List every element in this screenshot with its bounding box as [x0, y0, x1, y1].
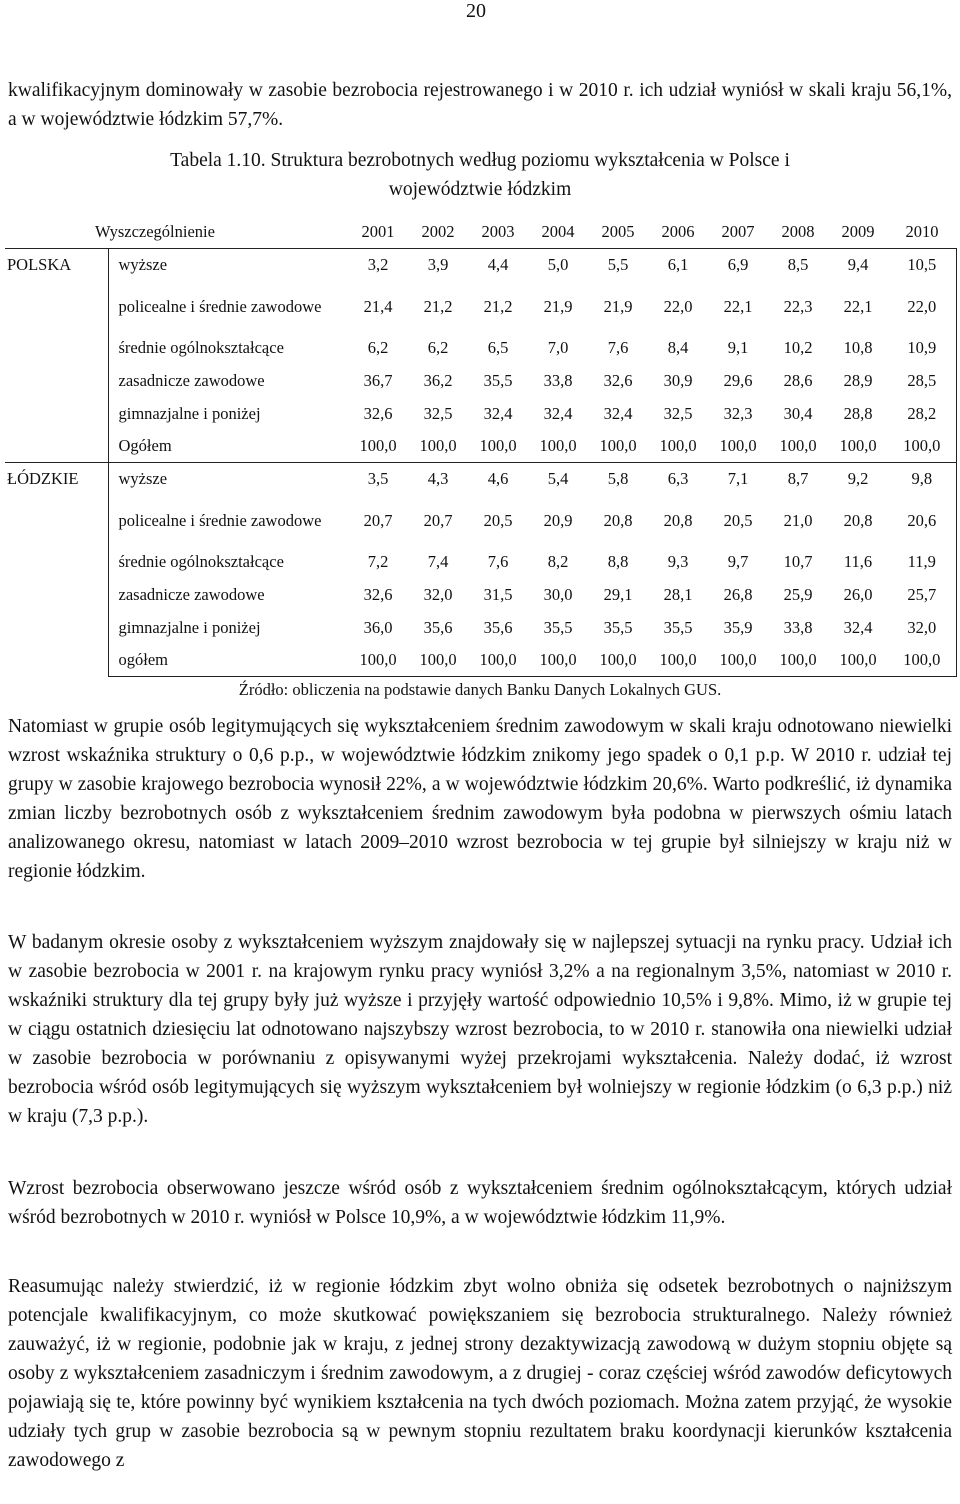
value-cell: 100,0: [468, 644, 528, 677]
value-cell: 36,2: [423, 371, 453, 391]
value-cell: 20,7: [423, 510, 453, 530]
table-row: [5, 430, 956, 463]
value-cell: 4,6: [468, 463, 528, 496]
value-cell: 9,2: [828, 463, 888, 496]
value-cell: 5,5: [588, 249, 648, 282]
value-cell: 11,9: [888, 546, 956, 579]
value-cell: 100,0: [888, 430, 956, 463]
value-cell: 35,9: [723, 617, 753, 637]
value-cell: 35,5: [603, 617, 633, 637]
value-cell: 32,0: [888, 611, 956, 644]
value-cell: 100,0: [828, 644, 888, 677]
value-cell: 21,9: [543, 296, 573, 316]
value-cell: 4,3: [408, 463, 468, 496]
value-cell: 100,0: [348, 644, 408, 677]
value-cell: 10,7: [783, 552, 813, 572]
value-cell: 9,3: [667, 552, 689, 572]
value-cell: 35,5: [663, 617, 693, 637]
value-cell: 10,9: [888, 332, 956, 365]
value-cell: 21,4: [363, 296, 393, 316]
value-cell: 20,9: [543, 510, 573, 530]
value-cell: 33,8: [783, 617, 813, 637]
value-cell: 20,8: [843, 510, 873, 530]
value-cell: 21,2: [423, 296, 453, 316]
value-cell: 10,5: [888, 249, 956, 282]
value-cell: 32,5: [423, 403, 453, 423]
value-cell: 8,2: [547, 552, 569, 572]
source-note: Źródło: obliczenia na podstawie danych Banku Danych Lokalnych GUS.: [238, 680, 722, 699]
value-cell: 7,4: [427, 552, 449, 572]
value-cell: 7,1: [708, 463, 768, 496]
value-cell: 6,2: [367, 338, 389, 358]
value-cell: 28,2: [888, 397, 956, 430]
year-header: 2004: [541, 222, 575, 242]
value-cell: 32,4: [843, 617, 873, 637]
value-cell: 3,2: [348, 249, 408, 282]
value-cell: 7,2: [367, 552, 389, 572]
value-cell: 9,8: [888, 463, 956, 496]
value-cell: 100,0: [648, 644, 708, 677]
value-cell: 29,1: [603, 585, 633, 605]
value-cell: 30,9: [663, 371, 693, 391]
table-row: [5, 611, 956, 644]
row-label: średnie ogólnokształcące: [108, 546, 348, 579]
year-header: 2003: [481, 222, 515, 242]
row-label: policealne i średnie zawodowe: [108, 495, 348, 546]
value-cell: 28,9: [843, 371, 873, 391]
value-cell: 100,0: [779, 436, 817, 456]
region-label: POLSKA: [5, 249, 108, 463]
value-cell: 32,4: [483, 403, 513, 423]
value-cell: 32,4: [603, 403, 633, 423]
value-cell: 8,5: [768, 249, 828, 282]
value-cell: 8,8: [607, 552, 629, 572]
value-cell: 35,5: [483, 371, 513, 391]
value-cell: 100,0: [708, 644, 768, 677]
value-cell: 100,0: [479, 436, 517, 456]
table-row: [5, 546, 956, 579]
value-cell: 28,1: [663, 585, 693, 605]
value-cell: 100,0: [839, 436, 877, 456]
value-cell: 28,5: [888, 365, 956, 398]
value-cell: 6,3: [648, 463, 708, 496]
value-cell: 9,7: [727, 552, 749, 572]
value-cell: 35,6: [483, 617, 513, 637]
value-cell: 3,5: [348, 463, 408, 496]
value-cell: 35,5: [543, 617, 573, 637]
header-label: Wyszczególnienie: [95, 222, 215, 242]
body-paragraph: Natomiast w grupie osób legitymujących się wykształceniem średnim zawodowym w skali kraju odnotowano niewielki wzrost wskaźnika struktury o 0,6 p.p., w województwie łódzkim znikomy jego spadek o 0,1 p.p. W 2010 r. udział tej grupy w zasobie krajowego bezrobocia wynosił 22%, a w województwie łódzkim 20,6%. Warto podkreślić, iż dynamika zmian liczby bezrobotnych osób z wykształceniem średnim zawodowym była podobna w pierwszych ośmiu latach analizowanego okresu, natomiast w latach 2009–2010 wzrost bezrobocia w tej grupie był silniejszy w kraju niż w regionie łódzkim.: [8, 716, 952, 882]
value-cell: 6,9: [708, 249, 768, 282]
value-cell: 20,7: [363, 510, 393, 530]
value-cell: 32,5: [663, 403, 693, 423]
table-row: [5, 644, 956, 677]
value-cell: 100,0: [719, 436, 757, 456]
table-row: [5, 249, 956, 282]
body-paragraph: Wzrost bezrobocia obserwowano jeszcze wśród osób z wykształceniem średnim ogólnokształcącym, których udział wśród bezrobotnych w 2010 r. wyniósł w Polsce 10,9%, a w województwie łódzkim 11,9%.: [8, 1178, 952, 1228]
value-cell: 21,0: [783, 510, 813, 530]
region-label: ŁÓDZKIE: [5, 463, 108, 677]
table-row: [5, 365, 956, 398]
value-cell: 20,6: [888, 495, 956, 546]
row-label: ogółem: [108, 644, 348, 677]
value-cell: 100,0: [528, 644, 588, 677]
value-cell: 9,1: [727, 338, 749, 358]
value-cell: 100,0: [768, 644, 828, 677]
table-row: [5, 332, 956, 365]
row-label: zasadnicze zawodowe: [108, 579, 348, 612]
value-cell: 29,6: [723, 371, 753, 391]
intro-paragraph: kwalifikacyjnym dominowały w zasobie bezrobocia rejestrowanego i w 2010 r. ich udział wyniósł w skali kraju 56,1%, a w województwie łódzkim 57,7%.: [8, 80, 952, 130]
table-row: [5, 281, 956, 332]
year-header: 2001: [361, 222, 395, 242]
value-cell: 100,0: [359, 436, 397, 456]
body-paragraph: W badanym okresie osoby z wykształceniem wyższym znajdowały się w najlepszej sytuacji na rynku pracy. Udział ich w zasobie bezrobocia w 2001 r. na krajowym rynku pracy wyniósł 3,2% a na regionalnym 3,5%, natomiast w 2010 r. wskaźniki struktury dla tej grupy były już wyższe i przyjęły wartość odpowiednio 10,5% i 9,8%. Mimo, iż w grupie tej w ciągu ostatnich dziesięciu lat odnotowano najszybszy wzrost bezrobocia, to w 2010 r. stanowiła ona niewielki udział w zasobie bezrobocia w porównaniu z opisywanymi wyżej przekrojami wykształcenia. Należy dodać, iż wzrost bezrobocia wśród osób legitymujących się wyższym wykształceniem był wolniejszy w regionie łódzkim (o 6,3 p.p.) niż w kraju (7,3 p.p.).: [8, 932, 952, 1127]
value-cell: 20,8: [663, 510, 693, 530]
row-label: wyższe: [108, 249, 348, 282]
table-row: [5, 495, 956, 546]
value-cell: 31,5: [483, 585, 513, 605]
body-paragraph: Reasumując należy stwierdzić, iż w regionie łódzkim zbyt wolno obniża się odsetek bezrobotnych o najniższym potencjale kwalifikacyjnym, co może skutkować powiększaniem się bezrobocia strukturalnego. Należy również zauważyć, iż w regionie, podobnie jak w kraju, z jednej strony dezaktywizacją zawodową w dużym stopniu objęte są osoby z wykształceniem zasadniczym i średnim zawodowym, a z drugiej - coraz częściej wśród zawodów deficytowych pojawiają się te, które powinny być wynikiem kształcenia na tych dwóch poziomach. Można zatem przyjąć, że wysokie udziały tych grup w zasobie bezrobocia są w pewnym stopniu rezultatem braku koordynacji kierunków kształcenia zawodowego z: [8, 1276, 952, 1471]
value-cell: 33,8: [543, 371, 573, 391]
value-cell: 26,8: [723, 585, 753, 605]
value-cell: 7,0: [547, 338, 569, 358]
value-cell: 10,8: [843, 338, 873, 358]
value-cell: 4,4: [468, 249, 528, 282]
value-cell: 10,2: [783, 338, 813, 358]
value-cell: 36,7: [363, 371, 393, 391]
value-cell: 32,0: [423, 585, 453, 605]
value-cell: 28,6: [783, 371, 813, 391]
value-cell: 100,0: [419, 436, 457, 456]
value-cell: 100,0: [599, 436, 637, 456]
value-cell: 7,6: [607, 338, 629, 358]
value-cell: 6,5: [487, 338, 509, 358]
value-cell: 32,6: [363, 585, 393, 605]
value-cell: 22,0: [888, 281, 956, 332]
year-header: 2005: [601, 222, 635, 242]
value-cell: 22,3: [783, 296, 813, 316]
year-header: 2002: [421, 222, 455, 242]
row-label: gimnazjalne i poniżej: [108, 397, 348, 430]
value-cell: 7,6: [487, 552, 509, 572]
value-cell: 30,4: [783, 403, 813, 423]
year-header: 2010: [905, 222, 939, 242]
value-cell: 100,0: [539, 436, 577, 456]
value-cell: 35,6: [423, 617, 453, 637]
value-cell: 32,3: [723, 403, 753, 423]
row-label: zasadnicze zawodowe: [108, 365, 348, 398]
value-cell: 22,0: [663, 296, 693, 316]
row-label: Ogółem: [108, 430, 348, 463]
year-header: 2008: [781, 222, 815, 242]
year-header: 2006: [661, 222, 695, 242]
value-cell: 20,5: [483, 510, 513, 530]
page-number: 20: [466, 0, 486, 22]
row-label: wyższe: [108, 463, 348, 496]
value-cell: 6,2: [427, 338, 449, 358]
education-structure-table: [5, 216, 957, 677]
value-cell: 8,4: [667, 338, 689, 358]
value-cell: 5,4: [528, 463, 588, 496]
value-cell: 100,0: [588, 644, 648, 677]
value-cell: 6,1: [648, 249, 708, 282]
value-cell: 21,9: [603, 296, 633, 316]
value-cell: 5,8: [588, 463, 648, 496]
table-header-row: [5, 216, 956, 249]
value-cell: 22,1: [843, 296, 873, 316]
value-cell: 100,0: [659, 436, 697, 456]
value-cell: 9,4: [828, 249, 888, 282]
table-row: [5, 579, 956, 612]
row-label: gimnazjalne i poniżej: [108, 611, 348, 644]
value-cell: 32,6: [363, 403, 393, 423]
value-cell: 5,0: [528, 249, 588, 282]
value-cell: 25,7: [888, 579, 956, 612]
table-row: [5, 463, 956, 496]
value-cell: 32,4: [543, 403, 573, 423]
value-cell: 8,7: [768, 463, 828, 496]
value-cell: 26,0: [843, 585, 873, 605]
table-row: [5, 397, 956, 430]
row-label: średnie ogólnokształcące: [108, 332, 348, 365]
value-cell: 3,9: [408, 249, 468, 282]
value-cell: 28,8: [843, 403, 873, 423]
value-cell: 20,8: [603, 510, 633, 530]
value-cell: 20,5: [723, 510, 753, 530]
year-header: 2007: [721, 222, 755, 242]
value-cell: 25,9: [783, 585, 813, 605]
value-cell: 11,6: [843, 552, 873, 572]
row-label: policealne i średnie zawodowe: [108, 281, 348, 332]
value-cell: 100,0: [888, 644, 956, 677]
value-cell: 100,0: [408, 644, 468, 677]
value-cell: 36,0: [363, 617, 393, 637]
table-caption: Tabela 1.10. Struktura bezrobotnych według poziomu wykształcenia w Polsce i województwie łódzkim: [170, 150, 790, 200]
value-cell: 21,2: [483, 296, 513, 316]
value-cell: 22,1: [723, 296, 753, 316]
value-cell: 30,0: [543, 585, 573, 605]
value-cell: 32,6: [603, 371, 633, 391]
year-header: 2009: [841, 222, 875, 242]
